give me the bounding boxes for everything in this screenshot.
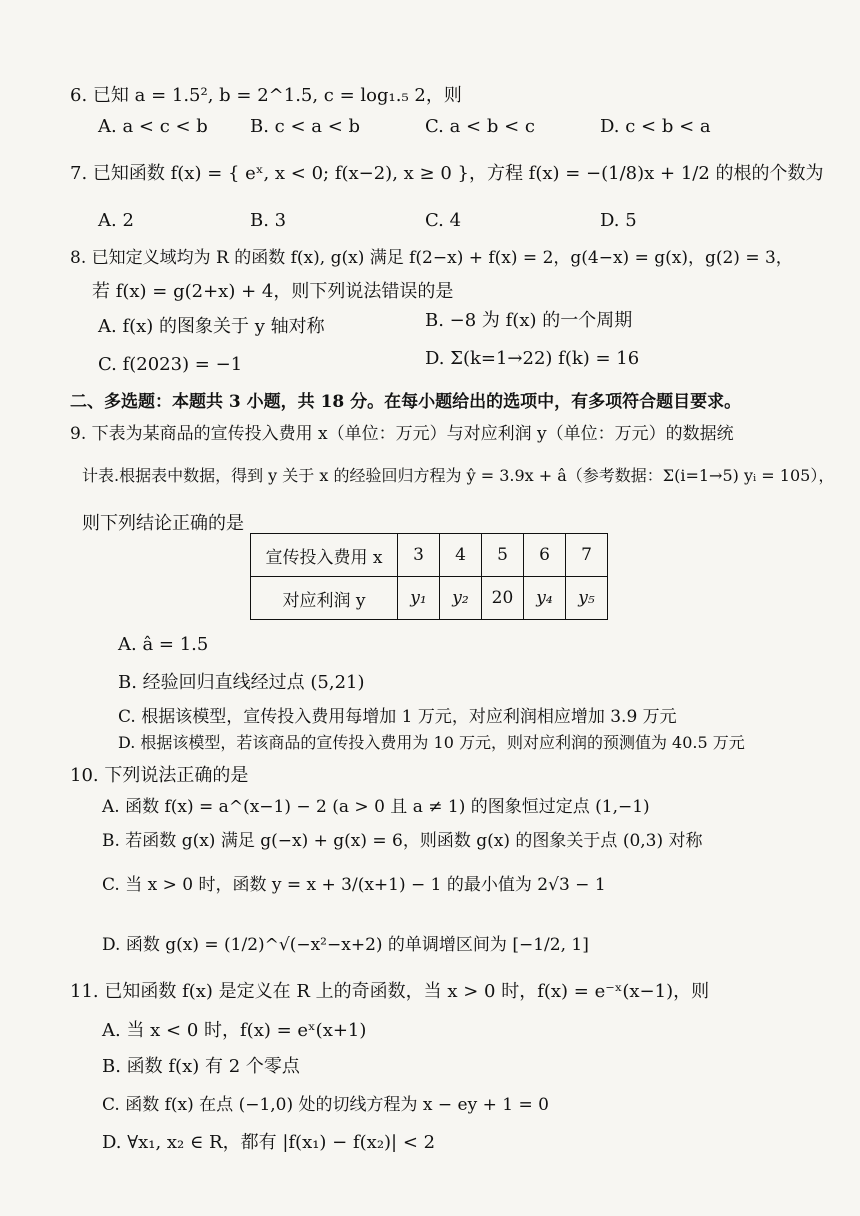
q8-stem-line2: 若 f(x) = g(2+x) + 4，则下列说法错误的是 (92, 281, 454, 302)
q7-option-a: A. 2 (98, 210, 134, 231)
q8-option-d: D. Σ(k=1→22) f(k) = 16 (425, 348, 640, 369)
q9-stem-line1: 9. 下表为某商品的宣传投入费用 x（单位：万元）与对应利润 y（单位：万元）的数据统 (70, 424, 734, 444)
table-cell: 20 (482, 577, 524, 620)
q9-option-d: D. 根据该模型，若该商品的宣传投入费用为 10 万元，则对应利润的预测值为 40.5 万元 (118, 733, 745, 752)
q6-option-a: A. a < c < b (98, 116, 208, 137)
table-cell: 4 (440, 534, 482, 577)
q9-data-table (250, 533, 608, 620)
q9-stem-line3: 则下列结论正确的是 (82, 513, 244, 534)
q9-option-b: B. 经验回归直线经过点 (5,21) (118, 672, 365, 693)
q11-option-a: A. 当 x < 0 时，f(x) = eˣ(x+1) (102, 1020, 367, 1041)
q8-option-a: A. f(x) 的图象关于 y 轴对称 (98, 316, 325, 337)
q11-stem: 11. 已知函数 f(x) 是定义在 R 上的奇函数，当 x > 0 时，f(x) = e⁻ˣ(x−1)，则 (70, 981, 710, 1002)
q6-option-c: C. a < b < c (425, 116, 535, 137)
table-cell: 7 (566, 534, 608, 577)
table-cell: 6 (524, 534, 566, 577)
table-cell: y₄ (524, 577, 566, 620)
table-row (251, 534, 608, 577)
table-cell: 5 (482, 534, 524, 577)
q6-stem: 6. 已知 a = 1.5², b = 2^1.5, c = log₁.₅ 2，则 (70, 85, 462, 106)
q10-option-a: A. 函数 f(x) = a^(x−1) − 2 (a > 0 且 a ≠ 1) 的图象恒过定点 (1,−1) (102, 797, 650, 817)
table-cell: 对应利润 y (251, 577, 398, 620)
q11-option-c: C. 函数 f(x) 在点 (−1,0) 处的切线方程为 x − ey + 1 = 0 (102, 1095, 549, 1115)
q7-option-b: B. 3 (250, 210, 287, 231)
q9-stem-line2: 计表.根据表中数据，得到 y 关于 x 的经验回归方程为 ŷ = 3.9x + â（参考数据：Σ(i=1→5) yᵢ = 105）， (82, 466, 835, 485)
q10-option-b: B. 若函数 g(x) 满足 g(−x) + g(x) = 6，则函数 g(x) 的图象关于点 (0,3) 对称 (102, 831, 703, 851)
table-row (251, 577, 608, 620)
q10-option-d: D. 函数 g(x) = (1/2)^√(−x²−x+2) 的单调增区间为 [−1/2, 1] (102, 935, 589, 955)
q6-option-b: B. c < a < b (250, 116, 361, 137)
q8-option-b: B. −8 为 f(x) 的一个周期 (425, 310, 633, 331)
table-cell: y₅ (566, 577, 608, 620)
q10-option-c: C. 当 x > 0 时，函数 y = x + 3/(x+1) − 1 的最小值为 2√3 − 1 (102, 875, 606, 895)
q9-option-c: C. 根据该模型，宣传投入费用每增加 1 万元，对应利润相应增加 3.9 万元 (118, 707, 677, 727)
q7-stem: 7. 已知函数 f(x) = { eˣ, x < 0; f(x−2), x ≥ 0 }，方程 f(x) = −(1/8)x + 1/2 的根的个数为 (70, 163, 824, 184)
q9-option-a: A. â = 1.5 (118, 634, 209, 655)
q6-option-d: D. c < b < a (600, 116, 711, 137)
q10-stem: 10. 下列说法正确的是 (70, 765, 249, 786)
table-cell: y₂ (440, 577, 482, 620)
table-cell: 3 (398, 534, 440, 577)
section-multiple-choice-heading: 二、多选题：本题共 3 小题，共 18 分。在每小题给出的选项中，有多项符合题目要求。 (70, 392, 742, 412)
q8-stem-line1: 8. 已知定义域均为 R 的函数 f(x), g(x) 满足 f(2−x) + f(x) = 2，g(4−x) = g(x)，g(2) = 3， (70, 248, 793, 268)
table-cell: 宣传投入费用 x (251, 534, 398, 577)
q7-option-c: C. 4 (425, 210, 462, 231)
q7-option-d: D. 5 (600, 210, 637, 231)
q11-option-b: B. 函数 f(x) 有 2 个零点 (102, 1056, 300, 1077)
table-cell: y₁ (398, 577, 440, 620)
q8-option-c: C. f(2023) = −1 (98, 354, 243, 375)
q11-option-d: D. ∀x₁, x₂ ∈ R，都有 |f(x₁) − f(x₂)| < 2 (102, 1132, 436, 1153)
